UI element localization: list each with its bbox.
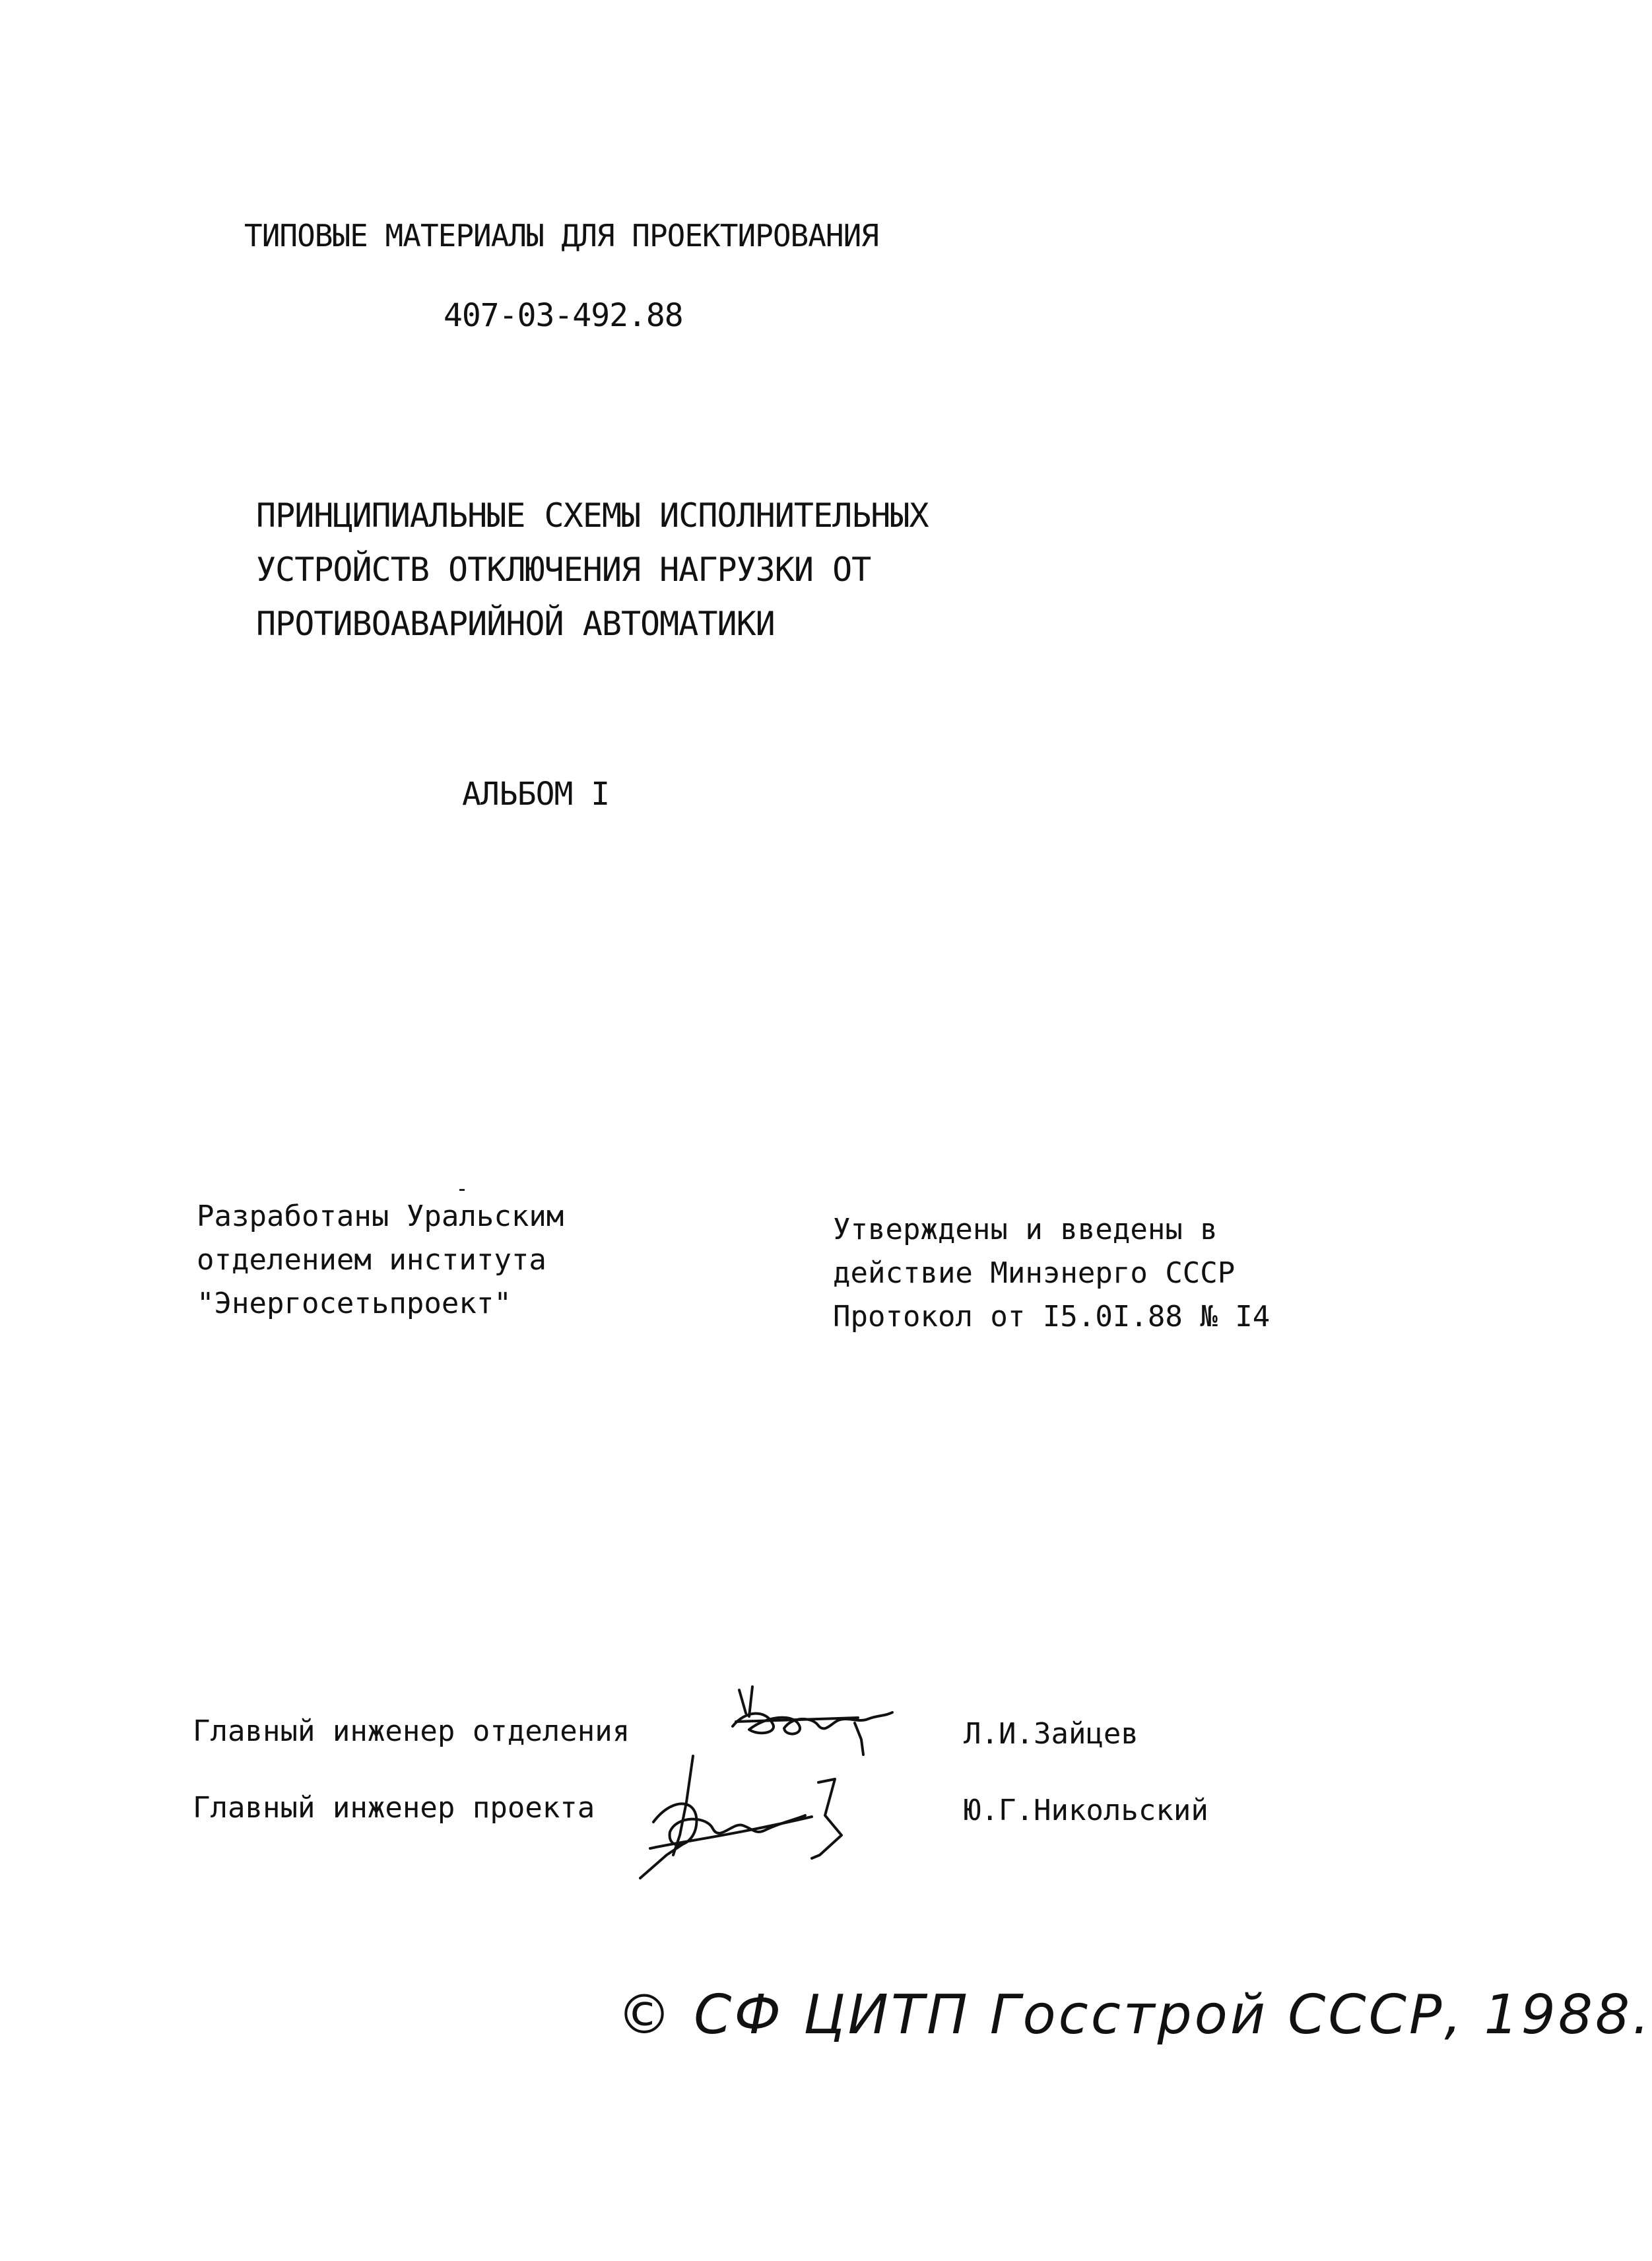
stray-mark [459, 1189, 465, 1191]
signatory-1-position: Главный инженер отделения [193, 1714, 630, 1748]
developed-by-line-1: Разработаны Уральским [197, 1199, 564, 1233]
series-title: ТИПОВЫЕ МАТЕРИАЛЫ ДЛЯ ПРОЕКТИРОВАНИЯ [244, 218, 878, 253]
approved-line-3: Протокол от I5.0I.88 № I4 [833, 1300, 1271, 1333]
approved-line-2: действие Минэнерго СССР [833, 1256, 1236, 1290]
signature-2 [614, 1743, 891, 1895]
document-title [256, 489, 929, 651]
approved-block [833, 1208, 1270, 1339]
title-line-3: ПРОТИВОАВАРИЙНОЙ АВТОМАТИКИ [256, 605, 775, 643]
signatory-2-position: Главный инженер проекта [193, 1791, 595, 1825]
developed-by-block [197, 1195, 564, 1326]
developed-by-line-3: "Энергосетьпроект" [197, 1287, 512, 1320]
copyright-stamp: © СФ ЦИТП Госстрой СССР, 1988. [617, 1984, 1652, 2046]
signatory-2-name: Ю.Г.Никольский [964, 1794, 1208, 1827]
album-label: АЛЬБОМ I [462, 776, 610, 813]
title-line-2: УСТРОЙСТВ ОТКЛЮЧЕНИЯ НАГРУЗКИ ОТ [256, 551, 871, 589]
approved-line-1: Утверждены и введены в [833, 1213, 1218, 1246]
document-number: 407-03-492.88 [444, 297, 683, 334]
developed-by-line-2: отделением института [197, 1243, 546, 1277]
signatory-1-name: Л.И.Зайцев [964, 1717, 1139, 1751]
title-line-1: ПРИНЦИПИАЛЬНЫЕ СХЕМЫ ИСПОЛНИТЕЛЬНЫХ [256, 496, 929, 535]
